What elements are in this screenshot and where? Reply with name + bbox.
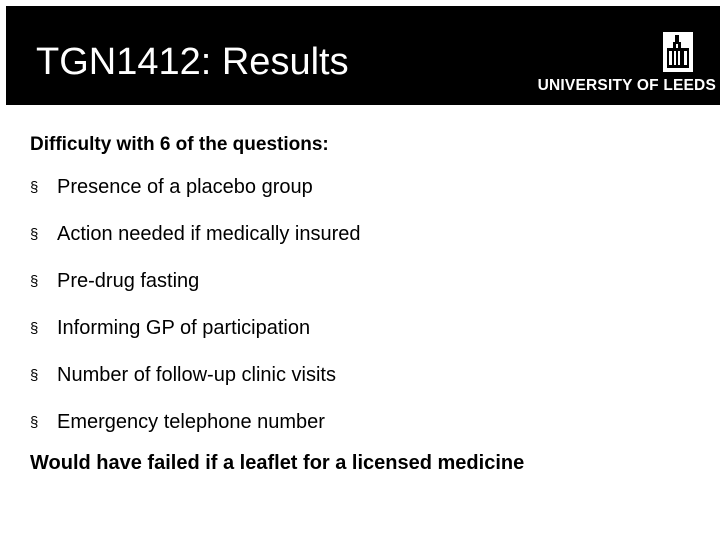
bullet-text: Emergency telephone number (57, 411, 325, 433)
bullet-item (30, 317, 700, 364)
slide-header (6, 6, 720, 105)
bullet-marker: § (30, 414, 39, 431)
bullet-text: Presence of a placebo group (57, 176, 313, 198)
bullet-list (30, 176, 700, 458)
bullet-item (30, 223, 700, 270)
university-logo (506, 30, 716, 96)
bullet-text: Number of follow-up clinic visits (57, 364, 336, 386)
bullet-marker: § (30, 273, 39, 290)
slide-heading: Difficulty with 6 of the questions: (30, 134, 329, 155)
bullet-text: Action needed if medically insured (57, 223, 361, 245)
bullet-marker: § (30, 367, 39, 384)
slide-conclusion: Would have failed if a leaflet for a licensed medicine (30, 452, 525, 474)
bullet-text: Pre-drug fasting (57, 270, 200, 292)
bullet-text: Informing GP of participation (57, 317, 311, 339)
bullet-item (30, 364, 700, 411)
slide-title: TGN1412: Results (36, 41, 349, 83)
slide-body (30, 134, 700, 475)
bullet-item (30, 411, 700, 458)
bullet-marker: § (30, 320, 39, 337)
bullet-item (30, 176, 700, 223)
university-name: UNIVERSITY OF LEEDS (537, 77, 716, 94)
parkinson-building-tower-icon (663, 30, 693, 72)
bullet-marker: § (30, 226, 39, 243)
bullet-item (30, 270, 700, 317)
bullet-marker: § (30, 179, 39, 196)
